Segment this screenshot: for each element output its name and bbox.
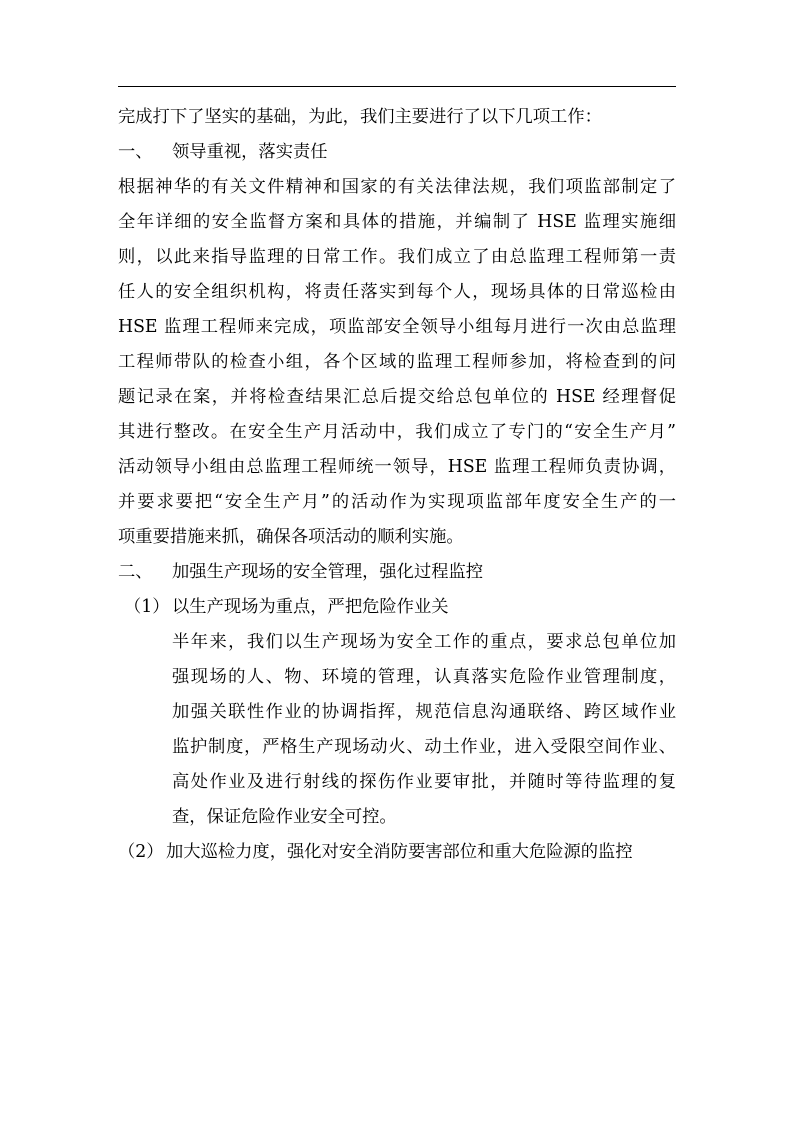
section1-para-line: 根据神华的有关文件精神和国家的有关法律法规，我们项监部制定了	[118, 177, 676, 197]
subsection1-para-line: 监护制度，严格生产现场动火、动土作业，进入受限空间作业、	[172, 737, 676, 757]
subsection2-title: 加大巡检力度，强化对安全消防要害部位和重大危险源的监控	[166, 842, 633, 862]
section1-para-line: 并要求要把“安全生产月”的活动作为实现项监部年度安全生产的一	[118, 492, 676, 512]
section1-para-line: 全年详细的安全监督方案和具体的措施，并编制了 HSE 监理实施细	[118, 212, 676, 232]
header-rule	[118, 86, 676, 87]
section1-para-line: 其进行整改。在安全生产月活动中，我们成立了专门的“安全生产月”	[118, 422, 676, 442]
subsection2-number: （2）	[118, 842, 164, 862]
subsection1-para-last-line: 查，保证危险作业安全可控。	[172, 807, 397, 827]
section2-title: 加强生产现场的安全管理，强化过程监控	[172, 562, 484, 582]
section2-heading	[118, 555, 676, 590]
section1-para-line: HSE 监理工程师来完成，项监部安全领导小组每月进行一次由总监理	[118, 317, 676, 337]
section1-number: 一、	[118, 142, 153, 162]
subsection1-para-line: 加强关联性作业的协调指挥，规范信息沟通联络、跨区域作业	[172, 702, 676, 722]
subsection1-para-line: 强现场的人、物、环境的管理，认真落实危险作业管理制度，	[172, 667, 676, 687]
subsection1-heading	[118, 590, 676, 625]
subsection1-title: 以生产现场为重点，严把危险作业关	[172, 597, 449, 617]
subsection1-number: （1）	[124, 597, 170, 617]
section1-para-line: 活动领导小组由总监理工程师统一领导，HSE 监理工程师负责协调，	[118, 457, 676, 477]
document-body	[118, 100, 676, 870]
section2-number: 二、	[118, 562, 153, 582]
intro-line: 完成打下了坚实的基础，为此，我们主要进行了以下几项工作：	[118, 107, 602, 127]
section1-para-line: 题记录在案，并将检查结果汇总后提交给总包单位的 HSE 经理督促	[118, 387, 676, 407]
section1-heading	[118, 135, 676, 170]
section1-para-last-line: 项重要措施来抓，确保各项活动的顺利实施。	[118, 527, 464, 547]
subsection1-para-line: 高处作业及进行射线的探伤作业要审批，并随时等待监理的复	[172, 772, 676, 792]
subsection1-para-line: 半年来，我们以生产现场为安全工作的重点，要求总包单位加	[172, 632, 676, 652]
section1-para-line: 则，以此来指导监理的日常工作。我们成立了由总监理工程师第一责	[118, 247, 676, 267]
subsection2-heading	[118, 835, 676, 870]
section1-title: 领导重视，落实责任	[172, 142, 328, 162]
section1-para-line: 任人的安全组织机构，将责任落实到每个人，现场具体的日常巡检由	[118, 282, 676, 302]
section1-para-line: 工程师带队的检查小组，各个区域的监理工程师参加，将检查到的问	[118, 352, 676, 372]
